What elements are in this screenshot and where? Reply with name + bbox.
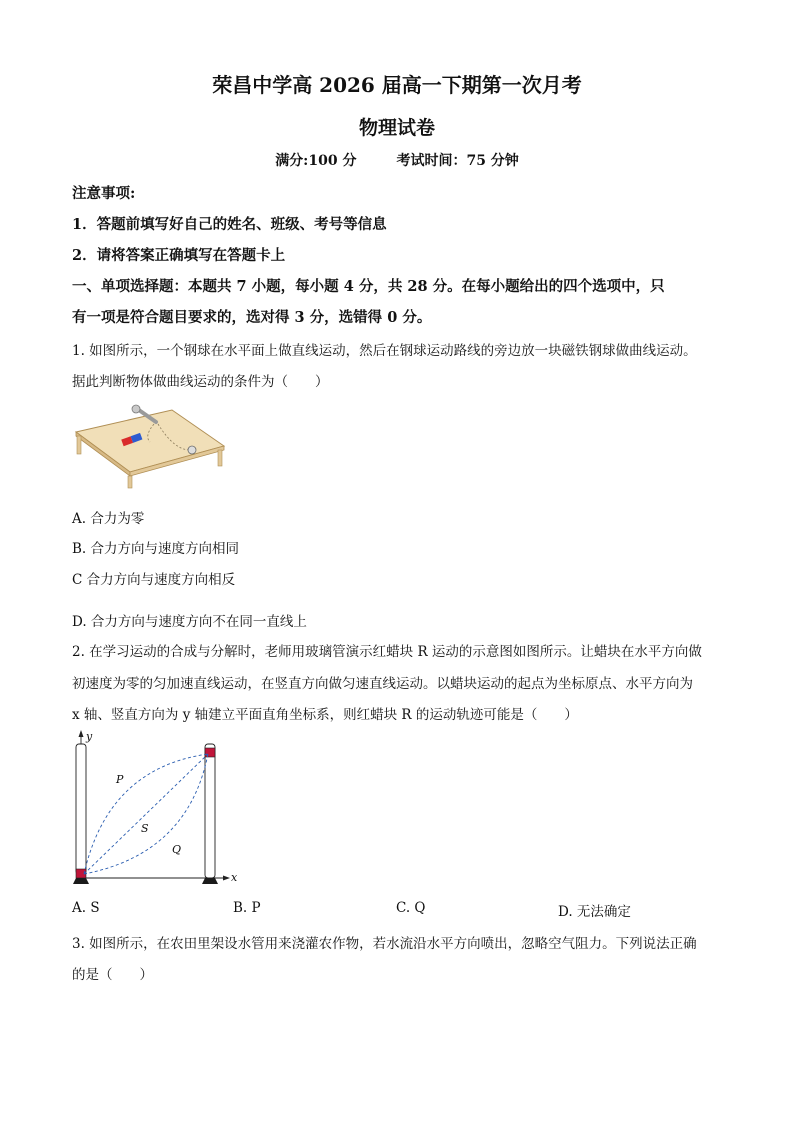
q1-option-a: A. 合力为零	[72, 511, 145, 527]
steel-ball-table-figure	[74, 400, 226, 490]
q2-option-b: B. P	[233, 900, 261, 916]
q2-stem-line1: 2. 在学习运动的合成与分解时，老师用玻璃管演示红蜡块 R 运动的示意图如图所示。让蜡块在水平方向做	[72, 644, 702, 660]
q1-option-d: D. 合力方向与速度方向不在同一直线上	[72, 614, 307, 630]
exam-meta	[0, 150, 794, 170]
q2-stem-line3: x 轴、竖直方向为 y 轴建立平面直角坐标系，则红蜡块 R 的运动轨迹可能是（ ）	[72, 707, 578, 723]
exam-time: 考试时间：75 分钟	[396, 153, 519, 169]
q1-option-b: B. 合力方向与速度方向相同	[72, 541, 240, 557]
q3-stem-line1: 3. 如图所示，在农田里架设水管用来浇灌农作物，若水流沿水平方向喷出，忽略空气阻力。下列说法正确	[72, 936, 697, 952]
subject-title: 物理试卷	[358, 117, 435, 139]
full-score: 满分:100 分	[275, 153, 357, 169]
note-item-2: 2．请将答案正确填写在答题卡上	[72, 247, 286, 264]
note-item-1: 1．答题前填写好自己的姓名、班级、考号等信息	[72, 216, 387, 233]
q2-option-c: C. Q	[396, 900, 426, 916]
q1-stem-line1: 1. 如图所示，一个钢球在水平面上做直线运动，然后在钢球运动路线的旁边放一块磁铁钢球做曲线运动。	[72, 343, 697, 359]
q1-option-c: C 合力方向与速度方向相反	[72, 572, 236, 588]
q2-option-d: D. 无法确定	[558, 904, 631, 920]
q3-stem-line2: 的是（ ）	[72, 967, 153, 983]
fig-label-x: x	[231, 871, 238, 884]
fig-label-y: y	[86, 730, 93, 743]
exam-title: 荣昌中学高 2026 届高一下期第一次月考	[212, 73, 582, 97]
q2-option-a: A. S	[72, 900, 100, 916]
notes-heading: 注意事项:	[72, 185, 136, 202]
section-heading-line2: 有一项是符合题目要求的，选对得 3 分，选错得 0 分。	[72, 309, 432, 326]
fig-label-p: P	[116, 773, 124, 786]
q1-stem-line2: 据此判断物体做曲线运动的条件为（ ）	[72, 374, 329, 390]
fig-label-s: S	[141, 822, 149, 835]
fig-label-q: Q	[172, 843, 182, 856]
glass-tube-trajectory-figure	[68, 728, 248, 888]
section-heading-line1: 一、单项选择题：本题共 7 小题，每小题 4 分，共 28 分。在每小题给出的四个选项中，只	[72, 278, 665, 295]
q2-stem-line2: 初速度为零的匀加速直线运动，在竖直方向做匀速直线运动。以蜡块运动的起点为坐标原点、水平方向为	[72, 676, 693, 692]
